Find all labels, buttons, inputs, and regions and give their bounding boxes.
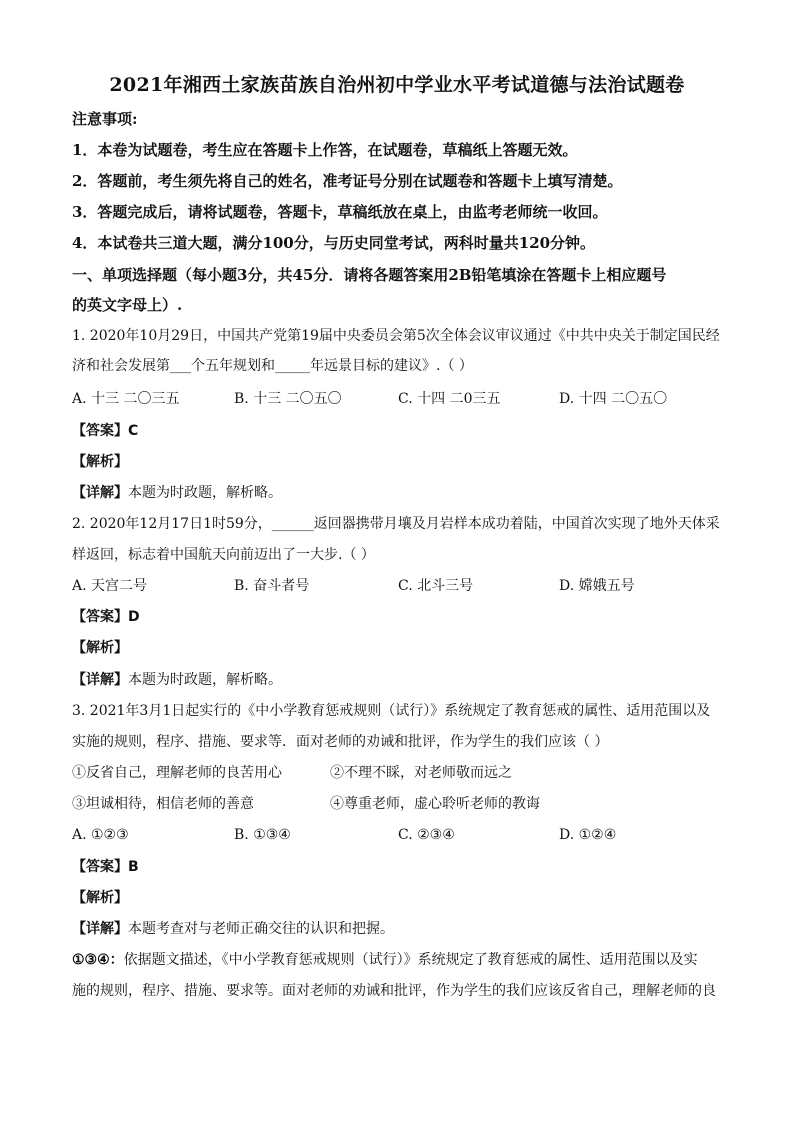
q1-option-c[interactable]: C. 十四 二0三五 bbox=[398, 391, 501, 407]
q2-option-c[interactable]: C. 北斗三号 bbox=[398, 578, 474, 594]
q2-answer bbox=[72, 607, 732, 627]
detail-label: 【详解】 bbox=[72, 921, 128, 937]
notice-item-2: 2．答题前，考生须先将自己的姓名，准考证号分别在试题卷和答题卡上填写清楚。 bbox=[72, 172, 623, 190]
detail-text: 本题为时政题，解析略。 bbox=[128, 485, 282, 501]
answer-label: 【答案】 bbox=[72, 423, 128, 439]
answer-value: D bbox=[128, 609, 140, 625]
q3-detail-line1 bbox=[72, 919, 732, 939]
q3-statement-3: ③坦诚相待，相信老师的善意 bbox=[72, 796, 254, 812]
q1-analysis-label: 【解析】 bbox=[72, 454, 128, 470]
q1-option-d[interactable]: D. 十四 二〇五〇 bbox=[559, 391, 668, 407]
section1-heading-line2: 的英文字母上）. bbox=[72, 296, 183, 314]
q2-detail bbox=[72, 670, 732, 690]
detail-label: 【详解】 bbox=[72, 485, 128, 501]
q3-option-c[interactable]: C. ②③④ bbox=[398, 827, 455, 843]
q1-option-a[interactable]: A. 十三 二〇三五 bbox=[72, 391, 180, 407]
detail-text: 依据题文描述，《中小学教育惩戒规则（试行）》系统规定了教育惩戒的属性、适用范围以及实 bbox=[123, 952, 698, 968]
notice-item-1: 1．本卷为试题卷，考生应在答题卡上作答，在试题卷，草稿纸上答题无效。 bbox=[72, 141, 578, 159]
q3-detail-line3: 施的规则，程序、措施、要求等。面对老师的劝诫和批评，作为学生的我们应该反省自己，理解老师的良 bbox=[72, 983, 716, 999]
q3-option-b[interactable]: B. ①③④ bbox=[234, 827, 291, 843]
q3-option-d[interactable]: D. ①②④ bbox=[559, 827, 617, 843]
q3-analysis-label: 【解析】 bbox=[72, 890, 128, 906]
detail-prefix: ①③④： bbox=[72, 952, 124, 968]
q1-stem-line2: 济和社会发展第___个五年规划和_____年远景目标的建议》.（ ） bbox=[72, 358, 473, 374]
q3-answer bbox=[72, 857, 732, 877]
answer-value: B bbox=[128, 859, 139, 875]
q2-option-b[interactable]: B. 奋斗者号 bbox=[234, 578, 310, 594]
page-title: 2021年湘西土家族苗族自治州初中学业水平考试道德与法治试题卷 bbox=[109, 74, 685, 96]
q3-statement-2: ②不理不睬，对老师敬而远之 bbox=[330, 765, 512, 781]
answer-value: C bbox=[128, 423, 139, 439]
q3-stem-line1: 3. 2021年3月1日起实行的《中小学教育惩戒规则（试行）》系统规定了教育惩戒的属性、适用范围以及 bbox=[72, 703, 711, 719]
q1-stem-line1: 1. 2020年10月29日，中国共产党第19届中央委员会第5次全体会议审议通过《中共中央关于制定国民经 bbox=[72, 328, 720, 344]
q2-stem-line2: 样返回，标志着中国航天向前迈出了一大步.（ ） bbox=[72, 547, 375, 563]
q2-analysis-label: 【解析】 bbox=[72, 640, 128, 656]
notice-heading: 注意事项: bbox=[72, 110, 138, 128]
notice-item-3: 3．答题完成后，请将试题卷，答题卡，草稿纸放在桌上，由监考老师统一收回。 bbox=[72, 203, 608, 221]
q1-option-b[interactable]: B. 十三 二〇五〇 bbox=[234, 391, 342, 407]
answer-label: 【答案】 bbox=[72, 609, 128, 625]
q3-stem-line2: 实施的规则，程序、措施、要求等．面对老师的劝诫和批评，作为学生的我们应该（ ） bbox=[72, 734, 609, 750]
q3-detail-line2 bbox=[72, 950, 732, 970]
detail-text: 本题为时政题，解析略。 bbox=[128, 672, 282, 688]
q2-option-d[interactable]: D. 嫦娥五号 bbox=[559, 578, 635, 594]
q1-answer bbox=[72, 421, 732, 441]
q3-option-a[interactable]: A. ①②③ bbox=[72, 827, 129, 843]
q3-statement-1: ①反省自己，理解老师的良苦用心 bbox=[72, 765, 282, 781]
q1-detail bbox=[72, 483, 732, 503]
detail-label: 【详解】 bbox=[72, 672, 128, 688]
notice-item-4: 4．本试卷共三道大题，满分100分，与历史同堂考试，两科时量共120分钟。 bbox=[72, 234, 596, 252]
answer-label: 【答案】 bbox=[72, 859, 128, 875]
q3-statement-4: ④尊重老师，虚心聆听老师的教诲 bbox=[330, 796, 540, 812]
q2-stem-line1: 2. 2020年12月17日1时59分，______返回器携带月壤及月岩样本成功着陆，中国首次实现了地外天体采 bbox=[72, 516, 720, 532]
detail-text: 本题考查对与老师正确交往的认识和把握。 bbox=[128, 921, 394, 937]
q2-option-a[interactable]: A. 天宫二号 bbox=[72, 578, 148, 594]
section1-heading-line1: 一、单项选择题（每小题3分，共45分．请将各题答案用2B铅笔填涂在答题卡上相应题号 bbox=[72, 266, 667, 284]
